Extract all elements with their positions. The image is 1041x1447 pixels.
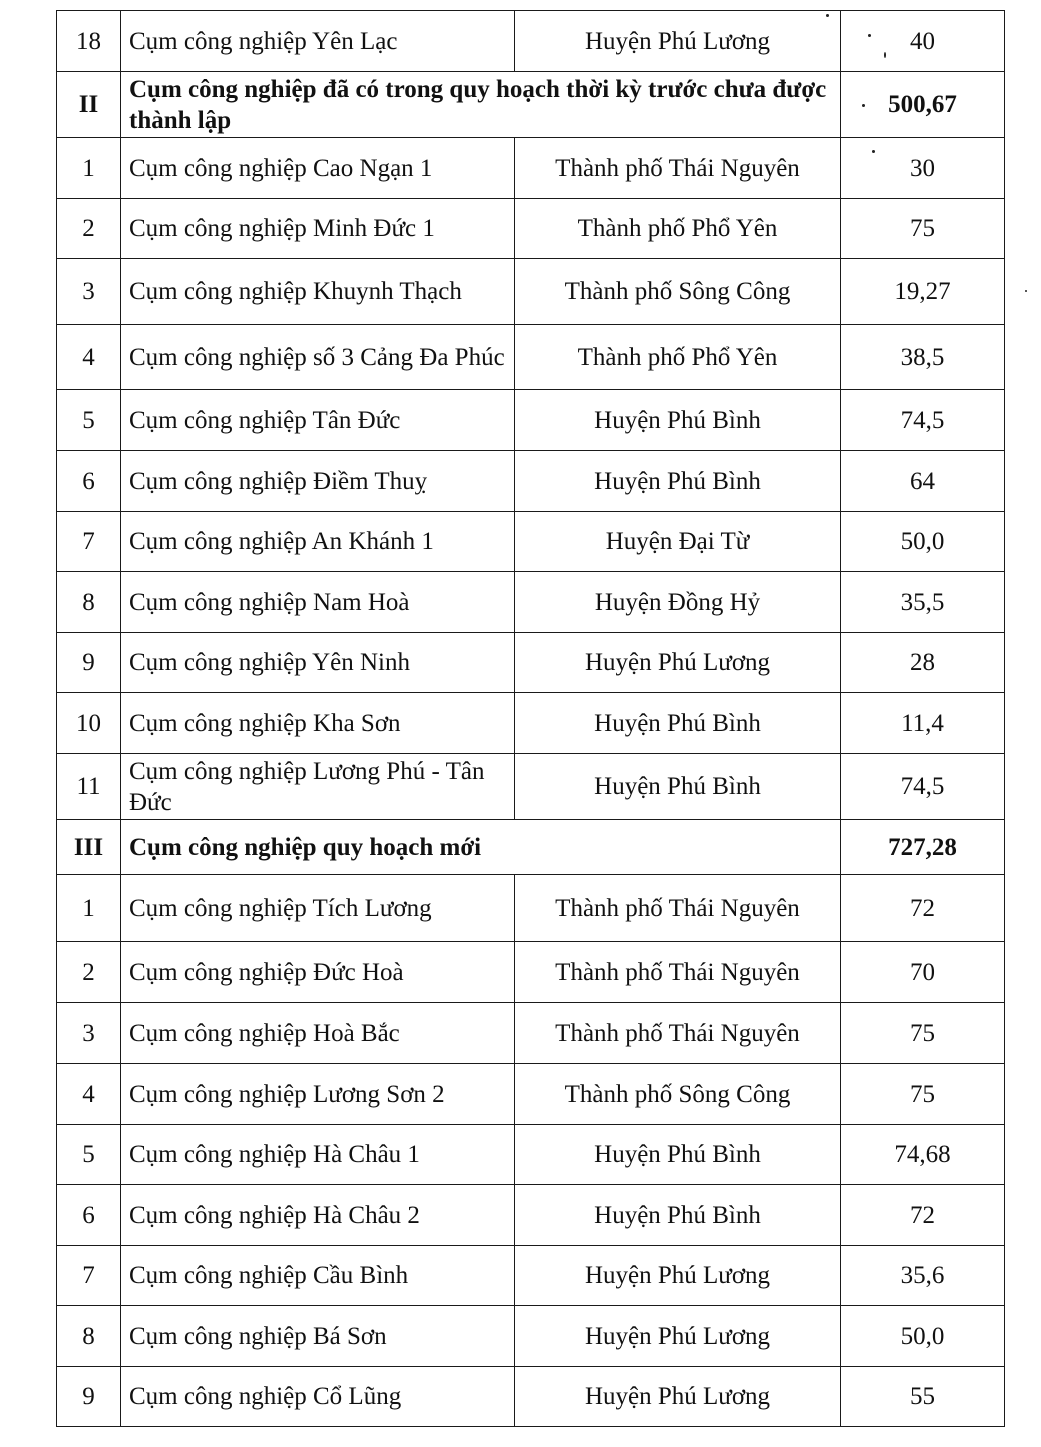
cluster-area: 74,5 xyxy=(841,754,1005,820)
cluster-area: 35,6 xyxy=(841,1246,1005,1306)
scan-speck xyxy=(884,52,886,58)
table-row xyxy=(57,1003,1005,1064)
row-number: 7 xyxy=(57,512,121,572)
table-row xyxy=(57,572,1005,633)
table-row xyxy=(57,199,1005,259)
table-row xyxy=(57,11,1005,72)
row-number: 7 xyxy=(57,1246,121,1306)
section-title: Cụm công nghiệp đã có trong quy hoạch thời kỳ trước chưa được thành lập xyxy=(121,72,841,138)
cluster-area: 30 xyxy=(841,138,1005,199)
table-row xyxy=(57,875,1005,942)
section-total-area: 500,67 xyxy=(841,72,1005,138)
cluster-area: 40 xyxy=(841,11,1005,72)
cluster-area: 75 xyxy=(841,1064,1005,1125)
cluster-location: Huyện Phú Lương xyxy=(515,633,841,693)
section-header-row xyxy=(57,820,1005,875)
cluster-area: 74,68 xyxy=(841,1125,1005,1185)
table-row xyxy=(57,633,1005,693)
cluster-area: 50,0 xyxy=(841,512,1005,572)
cluster-name: Cụm công nghiệp Hà Châu 1 xyxy=(121,1125,515,1185)
cluster-area: 72 xyxy=(841,875,1005,942)
cluster-name: Cụm công nghiệp Hà Châu 2 xyxy=(121,1185,515,1246)
row-number: 6 xyxy=(57,451,121,512)
table-row xyxy=(57,138,1005,199)
row-number: 4 xyxy=(57,325,121,390)
cluster-name: Cụm công nghiệp Hoà Bắc xyxy=(121,1003,515,1064)
row-number: 9 xyxy=(57,633,121,693)
cluster-location: Thành phố Sông Công xyxy=(515,1064,841,1125)
row-number: 5 xyxy=(57,1125,121,1185)
cluster-location: Huyện Phú Lương xyxy=(515,1306,841,1367)
section-number: II xyxy=(57,72,121,138)
cluster-location: Huyện Phú Lương xyxy=(515,1246,841,1306)
row-number: 3 xyxy=(57,1003,121,1064)
table-row xyxy=(57,942,1005,1003)
cluster-location: Thành phố Thái Nguyên xyxy=(515,942,841,1003)
row-number: 6 xyxy=(57,1185,121,1246)
industrial-cluster-table xyxy=(56,10,1005,1427)
table-row xyxy=(57,1064,1005,1125)
cluster-name: Cụm công nghiệp Kha Sơn xyxy=(121,693,515,754)
row-number: 2 xyxy=(57,199,121,259)
cluster-name: Cụm công nghiệp Bá Sơn xyxy=(121,1306,515,1367)
table-row xyxy=(57,1185,1005,1246)
cluster-location: Huyện Đồng Hỷ xyxy=(515,572,841,633)
cluster-area: 11,4 xyxy=(841,693,1005,754)
row-number: 9 xyxy=(57,1367,121,1427)
cluster-name: Cụm công nghiệp Yên Ninh xyxy=(121,633,515,693)
cluster-location: Huyện Phú Bình xyxy=(515,1185,841,1246)
cluster-location: Thành phố Phổ Yên xyxy=(515,199,841,259)
cluster-name: Cụm công nghiệp An Khánh 1 xyxy=(121,512,515,572)
cluster-name: Cụm công nghiệp Cao Ngạn 1 xyxy=(121,138,515,199)
table-row xyxy=(57,325,1005,390)
scan-speck xyxy=(872,150,875,153)
row-number: 10 xyxy=(57,693,121,754)
row-number: 2 xyxy=(57,942,121,1003)
scan-speck xyxy=(1025,290,1027,292)
cluster-name: Cụm công nghiệp Nam Hoà xyxy=(121,572,515,633)
table-row xyxy=(57,754,1005,820)
row-number: 8 xyxy=(57,572,121,633)
row-number: 1 xyxy=(57,875,121,942)
table-row xyxy=(57,693,1005,754)
cluster-name: Cụm công nghiệp số 3 Cảng Đa Phúc xyxy=(121,325,515,390)
row-number: 4 xyxy=(57,1064,121,1125)
cluster-name: Cụm công nghiệp Cầu Bình xyxy=(121,1246,515,1306)
cluster-area: 38,5 xyxy=(841,325,1005,390)
cluster-location: Huyện Phú Bình xyxy=(515,390,841,451)
table-row xyxy=(57,390,1005,451)
cluster-area: 35,5 xyxy=(841,572,1005,633)
cluster-area: 70 xyxy=(841,942,1005,1003)
row-number: 8 xyxy=(57,1306,121,1367)
row-number: 11 xyxy=(57,754,121,820)
cluster-name: Cụm công nghiệp Minh Đức 1 xyxy=(121,199,515,259)
cluster-area: 64 xyxy=(841,451,1005,512)
cluster-name: Cụm công nghiệp Yên Lạc xyxy=(121,11,515,72)
scan-speck xyxy=(826,14,829,17)
cluster-area: 50,0 xyxy=(841,1306,1005,1367)
scan-speck xyxy=(868,34,871,37)
table-row xyxy=(57,1306,1005,1367)
cluster-name: Cụm công nghiệp Cổ Lũng xyxy=(121,1367,515,1427)
cluster-location: Huyện Phú Lương xyxy=(515,11,841,72)
cluster-location: Thành phố Thái Nguyên xyxy=(515,1003,841,1064)
cluster-area: 75 xyxy=(841,1003,1005,1064)
cluster-location: Thành phố Sông Công xyxy=(515,259,841,325)
cluster-location: Huyện Phú Lương xyxy=(515,1367,841,1427)
section-title: Cụm công nghiệp quy hoạch mới xyxy=(121,820,841,875)
table-row xyxy=(57,1367,1005,1427)
table-row xyxy=(57,451,1005,512)
cluster-area: 72 xyxy=(841,1185,1005,1246)
row-number: 1 xyxy=(57,138,121,199)
cluster-name: Cụm công nghiệp Khuynh Thạch xyxy=(121,259,515,325)
row-number: 3 xyxy=(57,259,121,325)
cluster-name: Cụm công nghiệp Tích Lương xyxy=(121,875,515,942)
section-number: III xyxy=(57,820,121,875)
cluster-location: Thành phố Thái Nguyên xyxy=(515,875,841,942)
cluster-location: Thành phố Phổ Yên xyxy=(515,325,841,390)
table-row xyxy=(57,1246,1005,1306)
cluster-location: Thành phố Thái Nguyên xyxy=(515,138,841,199)
cluster-name: Cụm công nghiệp Lương Phú - Tân Đức xyxy=(121,754,515,820)
cluster-area: 74,5 xyxy=(841,390,1005,451)
row-number: 5 xyxy=(57,390,121,451)
cluster-name: Cụm công nghiệp Tân Đức xyxy=(121,390,515,451)
cluster-location: Huyện Phú Bình xyxy=(515,1125,841,1185)
table-row xyxy=(57,259,1005,325)
cluster-area: 55 xyxy=(841,1367,1005,1427)
cluster-location: Huyện Phú Bình xyxy=(515,754,841,820)
cluster-name: Cụm công nghiệp Đức Hoà xyxy=(121,942,515,1003)
table-row xyxy=(57,512,1005,572)
row-number: 18 xyxy=(57,11,121,72)
scan-speck xyxy=(862,104,865,107)
table-row xyxy=(57,1125,1005,1185)
cluster-location: Huyện Phú Bình xyxy=(515,693,841,754)
cluster-location: Huyện Đại Từ xyxy=(515,512,841,572)
cluster-location: Huyện Phú Bình xyxy=(515,451,841,512)
cluster-area: 28 xyxy=(841,633,1005,693)
cluster-name: Cụm công nghiệp Lương Sơn 2 xyxy=(121,1064,515,1125)
cluster-area: 75 xyxy=(841,199,1005,259)
cluster-name: Cụm công nghiệp Điềm Thuỵ xyxy=(121,451,515,512)
cluster-area: 19,27 xyxy=(841,259,1005,325)
section-total-area: 727,28 xyxy=(841,820,1005,875)
